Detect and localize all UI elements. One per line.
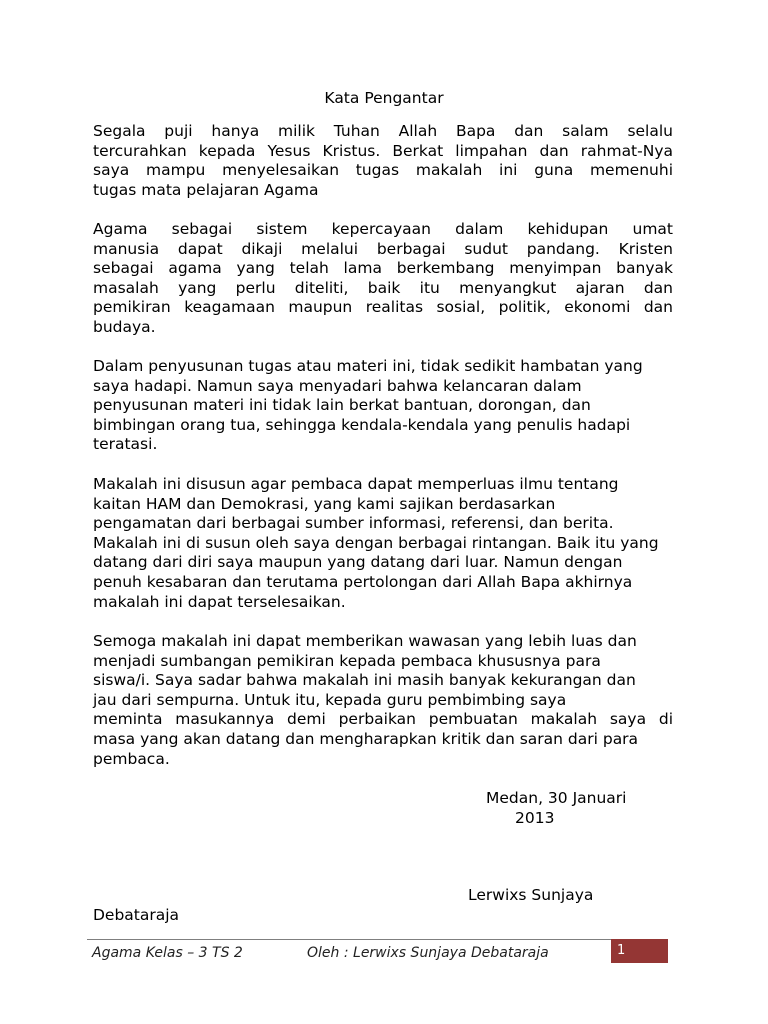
paragraph-line: pengamatan dari berbagai sumber informasi, referensi, dan berita. [93, 514, 614, 533]
signer-name-first: Lerwixs Sunjaya [468, 886, 594, 904]
paragraph-line: jau dari sempurna. Untuk itu, kepada guru pembimbing saya [93, 690, 567, 709]
closing-place-date [486, 789, 626, 828]
paragraph-line: saya hadapi. Namun saya menyadari bahwa kelancaran dalam [93, 376, 582, 395]
paragraph-line: penyusunan materi ini tidak lain berkat bantuan, dorongan, dan [93, 396, 591, 415]
signer-name-last: Debataraja [93, 906, 180, 924]
paragraph-line: teratasi. [93, 435, 158, 454]
paragraph-line: datang dari diri saya maupun yang datang dari luar. Namun dengan [93, 553, 623, 572]
paragraph-line: menjadi sumbangan pemikiran kepada pembaca khususnya para [93, 651, 601, 670]
paragraph-line: pemikiran keagamaan maupun realitas sosial, politik, ekonomi dan [93, 298, 673, 317]
paragraph-4 [93, 475, 673, 612]
paragraph-line: Dalam penyusunan tugas atau materi ini, tidak sedikit hambatan yang [93, 357, 643, 375]
footer-divider [87, 939, 615, 940]
paragraph-line: siswa/i. Saya sadar bahwa makalah ini masih banyak kekurangan dan [93, 671, 636, 690]
paragraph-line: budaya. [93, 317, 156, 336]
paragraph-line: Semoga makalah ini dapat memberikan wawasan yang lebih luas dan [93, 632, 637, 650]
paragraph-line: meminta masukannya demi perbaikan pembuatan makalah saya di [93, 710, 673, 729]
paragraph-line: tugas mata pelajaran Agama [93, 180, 319, 199]
footer-course: Agama Kelas – 3 TS 2 [92, 945, 243, 961]
paragraph-line: sebagai agama yang telah lama berkembang menyimpan banyak [93, 259, 673, 278]
paragraph-line: tercurahkan kepada Yesus Kristus. Berkat limpahan dan rahmat-Nya [93, 141, 673, 160]
paragraph-2 [93, 220, 673, 338]
paragraph-line: masalah yang perlu diteliti, baik itu menyangkut ajaran dan [93, 278, 673, 297]
paragraph-1 [93, 122, 673, 200]
paragraph-line: Segala puji hanya milik Tuhan Allah Bapa dan salam selalu [93, 122, 673, 140]
paragraph-line: bimbingan orang tua, sehingga kendala-kendala yang penulis hadapi [93, 415, 631, 434]
paragraph-line: Makalah ini disusun agar pembaca dapat memperluas ilmu tentang [93, 475, 619, 493]
paragraph-line: Agama sebagai sistem kepercayaan dalam kehidupan umat [93, 220, 673, 238]
paragraph-line: kaitan HAM dan Demokrasi, yang kami sajikan berdasarkan [93, 494, 556, 513]
paragraph-line: penuh kesabaran dan terutama pertolongan dari Allah Bapa akhirnya [93, 572, 633, 591]
paragraph-line: pembaca. [93, 749, 170, 768]
paragraph-line: masa yang akan datang dan mengharapkan kritik dan saran dari para [93, 729, 639, 748]
place-date: Medan, 30 Januari [486, 789, 627, 807]
paragraph-line: makalah ini dapat terselesaikan. [93, 592, 346, 611]
footer-author: Oleh : Lerwixs Sunjaya Debataraja [307, 945, 549, 961]
page-number-badge [611, 939, 668, 963]
page-number: 1 [617, 943, 626, 958]
paragraph-5 [93, 632, 673, 769]
paragraph-line: manusia dapat dikaji melalui berbagai sudut pandang. Kristen [93, 239, 673, 258]
paragraph-line: Makalah ini di susun oleh saya dengan berbagai rintangan. Baik itu yang [93, 533, 659, 552]
paragraph-3 [93, 357, 673, 455]
page-title: Kata Pengantar [324, 89, 444, 107]
closing-year: 2013 [515, 808, 555, 827]
paragraph-line: saya mampu menyelesaikan tugas makalah ini guna memenuhi [93, 161, 673, 180]
